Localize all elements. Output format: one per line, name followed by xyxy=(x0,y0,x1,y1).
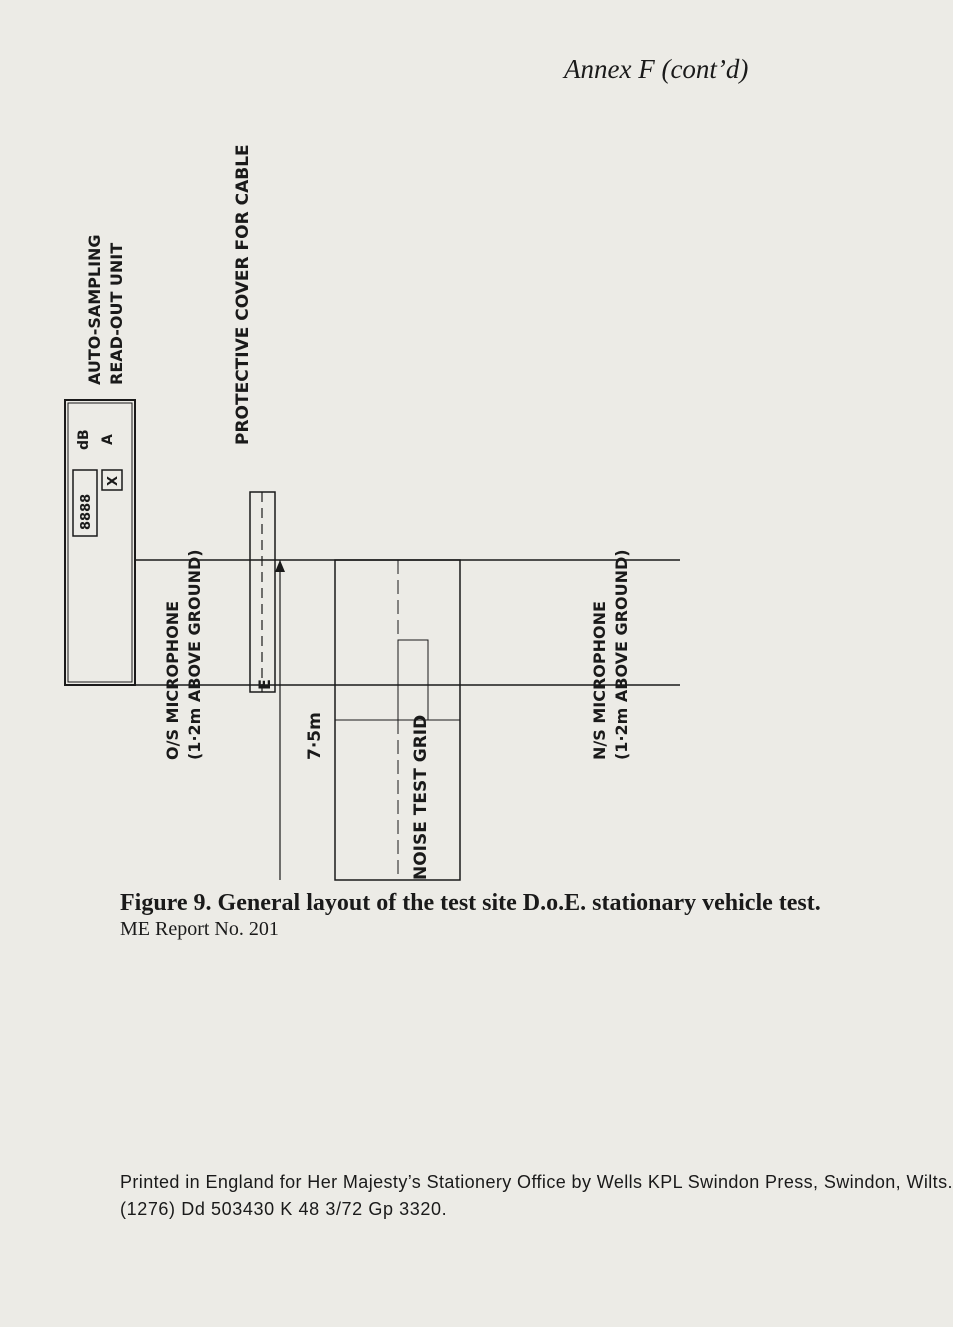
key-x-label: X xyxy=(106,475,121,486)
ns-microphone-label: N/S MICROPHONE xyxy=(590,601,609,760)
auto-sampling-label: AUTO-SAMPLING xyxy=(85,234,104,385)
read-out-unit-box xyxy=(65,400,135,685)
dimension-7-5m-label: 7·5m xyxy=(305,712,325,760)
protective-cover-label: PROTECTIVE COVER FOR CABLE xyxy=(233,144,253,445)
e-marker: E xyxy=(255,679,274,690)
dimension-7-5m xyxy=(275,560,325,880)
annex-heading: Annex F (cont’d) xyxy=(564,54,749,84)
os-microphone-label: O/S MICROPHONE xyxy=(163,600,182,760)
dB-label: dB xyxy=(76,429,92,450)
read-out-unit-label: READ-OUT UNIT xyxy=(107,242,126,385)
print-reference: (1276) Dd 503430 K 48 3/72 Gp 3320. xyxy=(120,1199,448,1219)
os-microphone-height: (1·2m ABOVE GROUND) xyxy=(185,549,204,760)
figure-caption: Figure 9. General layout of the test site D.o.E. stationary vehicle test. xyxy=(120,890,821,916)
noise-test-grid xyxy=(335,560,460,880)
display-readout: 8888 xyxy=(79,493,94,530)
cable-cover xyxy=(250,492,275,692)
noise-test-grid-label: NOISE TEST GRID xyxy=(411,714,431,880)
ns-microphone-height: (1·2m ABOVE GROUND) xyxy=(612,549,631,760)
printer-imprint: Printed in England for Her Majesty’s Stationery Office by Wells KPL Swindon Press, Swindon, Wilts. xyxy=(120,1172,953,1192)
report-number: ME Report No. 201 xyxy=(120,918,279,940)
key-a-label: A xyxy=(100,434,116,445)
